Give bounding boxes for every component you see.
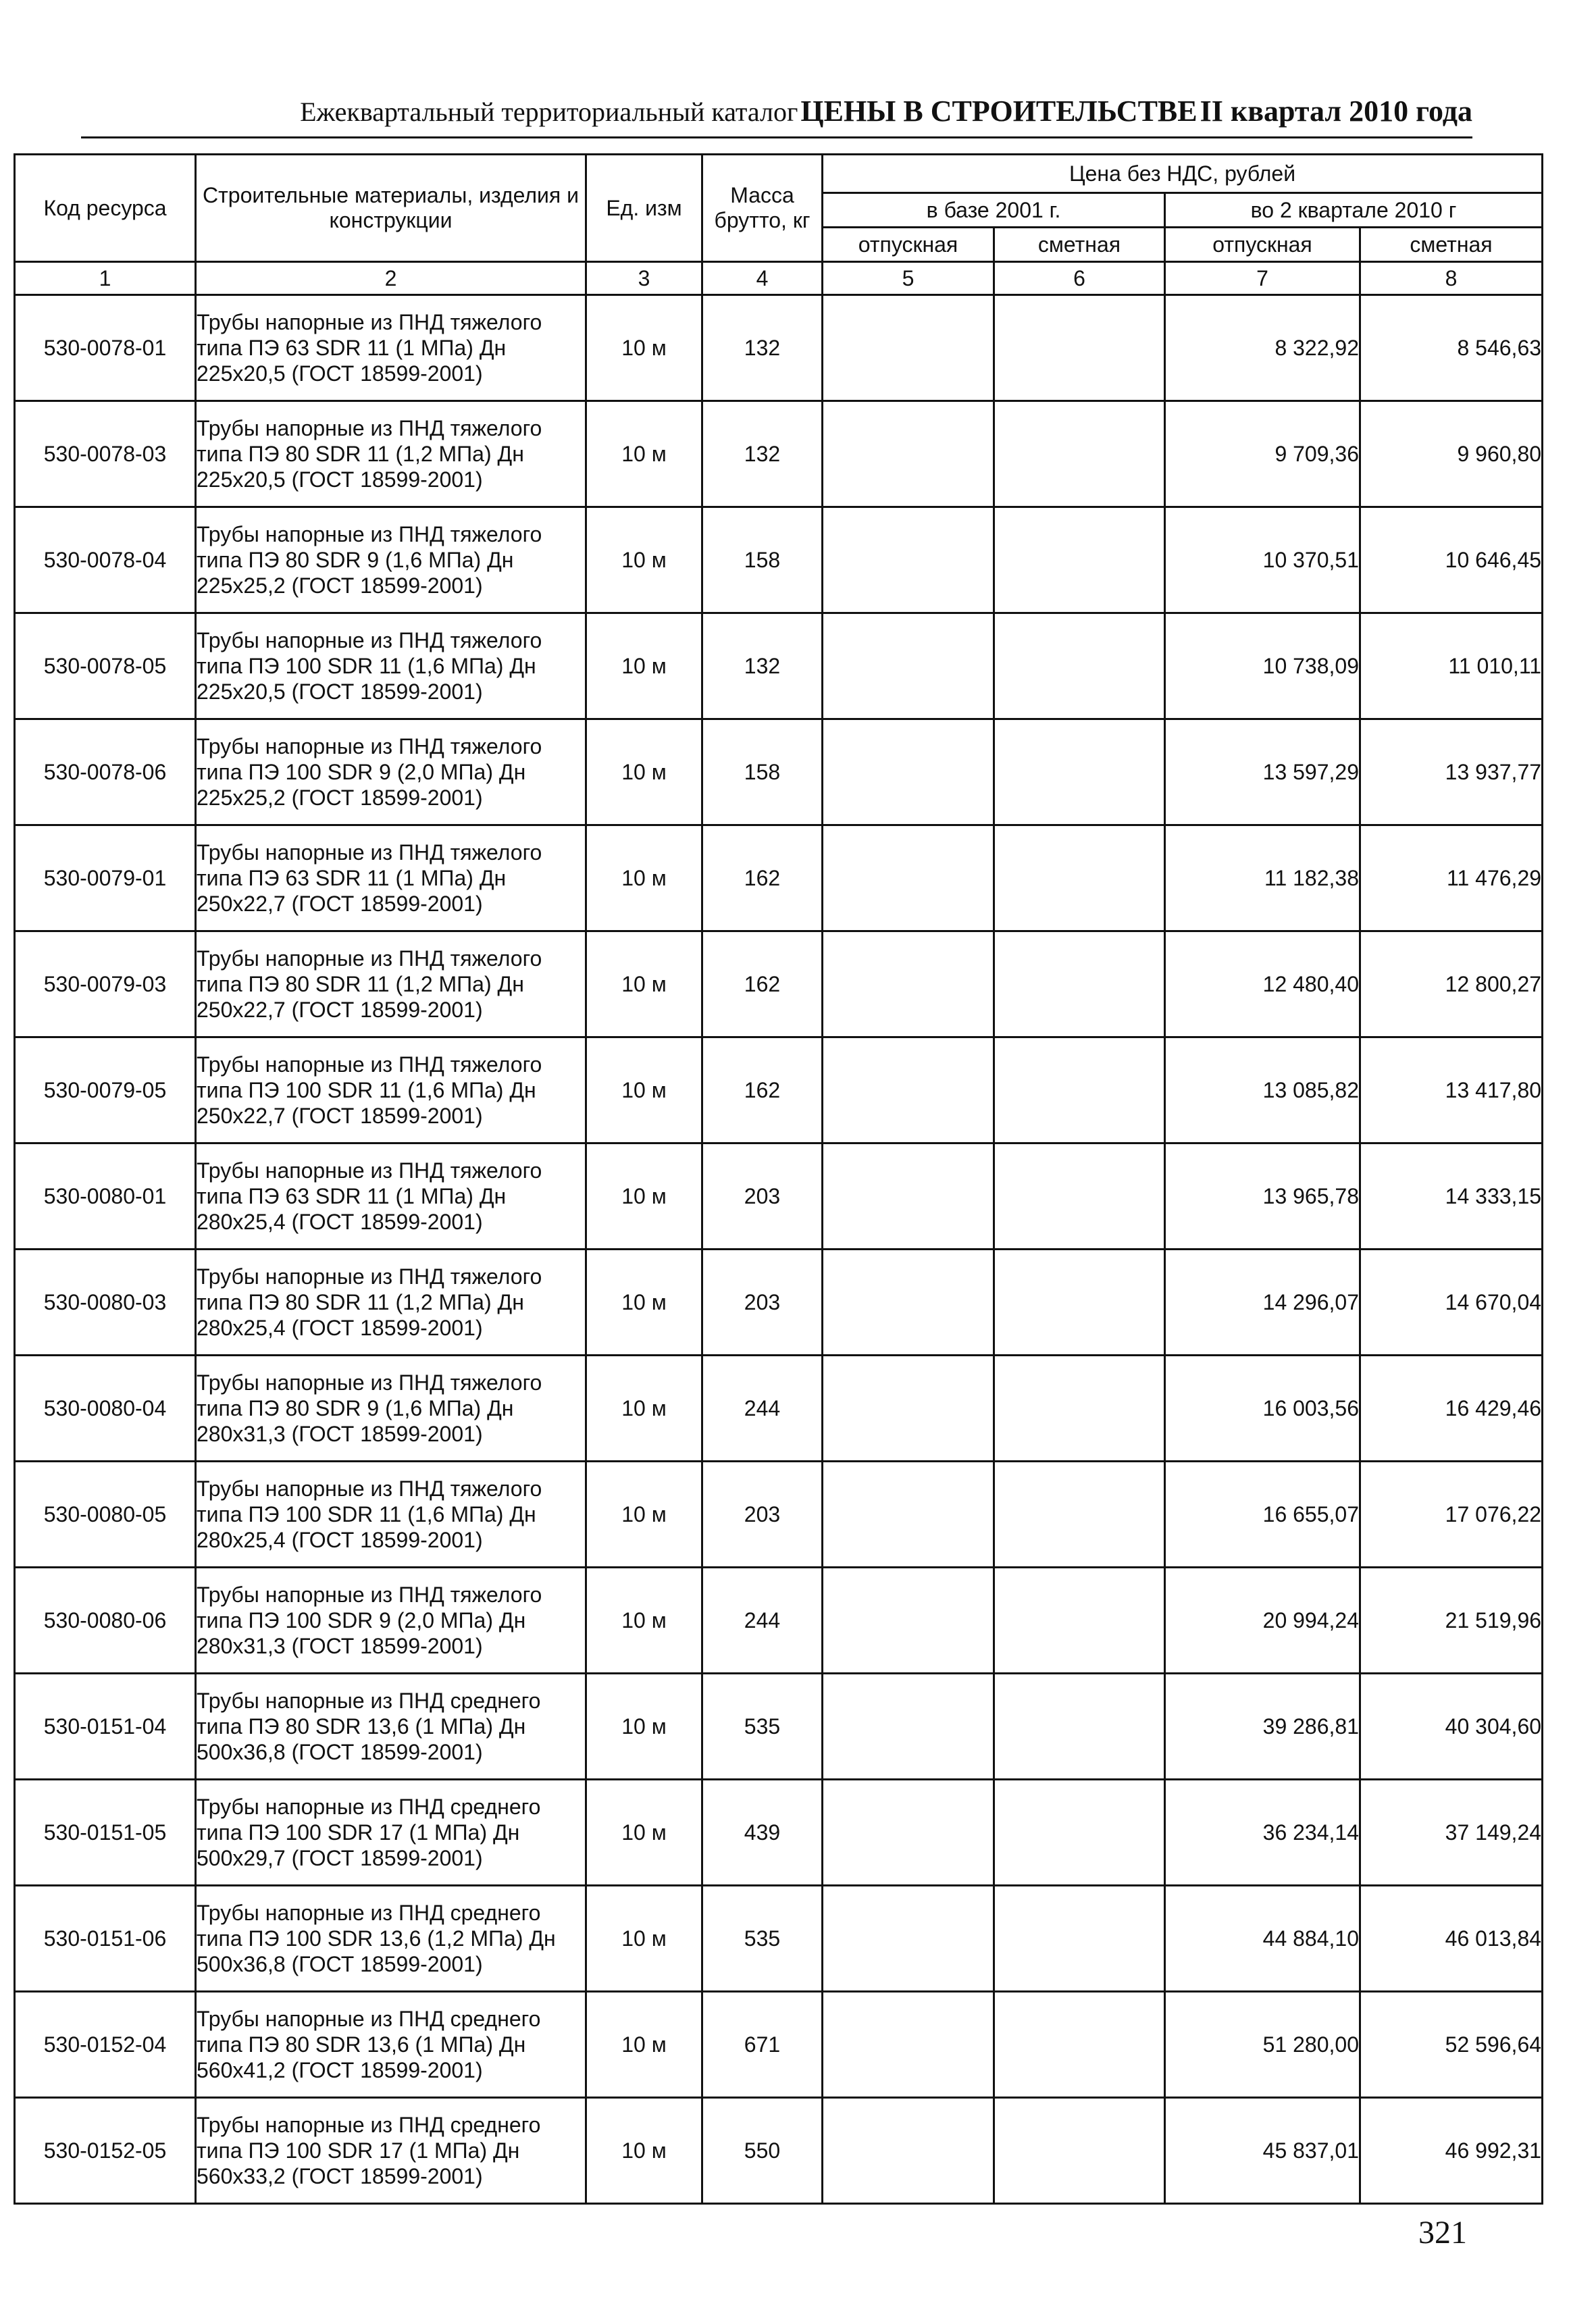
base-estimate-price	[994, 1886, 1165, 1992]
q2-release-price: 20 994,24	[1165, 1568, 1360, 1674]
base-estimate-price	[994, 1462, 1165, 1568]
table-row	[15, 825, 1543, 931]
base-release-price	[823, 1886, 994, 1992]
base-estimate-price	[994, 2098, 1165, 2204]
q2-release-price: 13 597,29	[1165, 719, 1360, 825]
material-description: Трубы напорные из ПНД среднего типа ПЭ 80 SDR 13,6 (1 МПа) Дн 560х41,2 (ГОСТ 18599-2001)	[196, 1992, 586, 2098]
gross-mass: 158	[702, 507, 823, 613]
base-estimate-price	[994, 1674, 1165, 1780]
unit-of-measure: 10 м	[586, 507, 702, 613]
material-description: Трубы напорные из ПНД среднего типа ПЭ 80 SDR 13,6 (1 МПа) Дн 500х36,8 (ГОСТ 18599-2001)	[196, 1674, 586, 1780]
base-estimate-price	[994, 1992, 1165, 2098]
q2-release-price: 12 480,40	[1165, 931, 1360, 1037]
gross-mass: 439	[702, 1780, 823, 1886]
gross-mass: 535	[702, 1674, 823, 1780]
base-estimate-price	[994, 1780, 1165, 1886]
q2-release-price: 13 085,82	[1165, 1037, 1360, 1143]
base-estimate-price	[994, 401, 1165, 507]
base-release-price	[823, 1356, 994, 1462]
material-description: Трубы напорные из ПНД тяжелого типа ПЭ 80 SDR 9 (1,6 МПа) Дн 225х25,2 (ГОСТ 18599-2001)	[196, 507, 586, 613]
resource-code: 530-0080-01	[15, 1143, 196, 1250]
column-header-q2-estimate: сметная	[1360, 228, 1543, 262]
table-row	[15, 1780, 1543, 1886]
page-number: 321	[1418, 2215, 1467, 2251]
unit-of-measure: 10 м	[586, 1780, 702, 1886]
q2-estimate-price: 14 333,15	[1360, 1143, 1543, 1250]
resource-code: 530-0078-03	[15, 401, 196, 507]
base-estimate-price	[994, 613, 1165, 719]
resource-code: 530-0078-05	[15, 613, 196, 719]
q2-estimate-price: 46 992,31	[1360, 2098, 1543, 2204]
column-header-unit: Ед. изм	[586, 155, 702, 262]
gross-mass: 132	[702, 401, 823, 507]
base-estimate-price	[994, 1037, 1165, 1143]
base-estimate-price	[994, 507, 1165, 613]
q2-release-price: 51 280,00	[1165, 1992, 1360, 2098]
gross-mass: 550	[702, 2098, 823, 2204]
gross-mass: 244	[702, 1568, 823, 1674]
resource-code: 530-0151-06	[15, 1886, 196, 1992]
gross-mass: 132	[702, 613, 823, 719]
column-number: 8	[1360, 262, 1543, 295]
table-row	[15, 1462, 1543, 1568]
q2-estimate-price: 16 429,46	[1360, 1356, 1543, 1462]
table-row	[15, 2098, 1543, 2204]
material-description: Трубы напорные из ПНД тяжелого типа ПЭ 63 SDR 11 (1 МПа) Дн 280х25,4 (ГОСТ 18599-2001)	[196, 1143, 586, 1250]
material-description: Трубы напорные из ПНД тяжелого типа ПЭ 80 SDR 11 (1,2 МПа) Дн 280х25,4 (ГОСТ 18599-2001)	[196, 1250, 586, 1356]
material-description: Трубы напорные из ПНД тяжелого типа ПЭ 100 SDR 9 (2,0 МПа) Дн 280х31,3 (ГОСТ 18599-2001)	[196, 1568, 586, 1674]
resource-code: 530-0078-01	[15, 295, 196, 401]
base-release-price	[823, 931, 994, 1037]
column-header-base-estimate: сметная	[994, 228, 1165, 262]
unit-of-measure: 10 м	[586, 1886, 702, 1992]
q2-estimate-price: 17 076,22	[1360, 1462, 1543, 1568]
q2-estimate-price: 11 476,29	[1360, 825, 1543, 931]
table-row	[15, 507, 1543, 613]
column-header-q2-release: отпускная	[1165, 228, 1360, 262]
material-description: Трубы напорные из ПНД тяжелого типа ПЭ 80 SDR 9 (1,6 МПа) Дн 280х31,3 (ГОСТ 18599-2001)	[196, 1356, 586, 1462]
q2-estimate-price: 52 596,64	[1360, 1992, 1543, 2098]
table-row	[15, 401, 1543, 507]
resource-code: 530-0151-04	[15, 1674, 196, 1780]
q2-estimate-price: 12 800,27	[1360, 931, 1543, 1037]
price-table	[14, 153, 1543, 2205]
column-number: 7	[1165, 262, 1360, 295]
table-row	[15, 1674, 1543, 1780]
base-estimate-price	[994, 719, 1165, 825]
base-release-price	[823, 1568, 994, 1674]
gross-mass: 244	[702, 1356, 823, 1462]
catalog-title	[300, 94, 1472, 128]
catalog-name: ЦЕНЫ В СТРОИТЕЛЬСТВЕ	[800, 95, 1198, 128]
material-description: Трубы напорные из ПНД тяжелого типа ПЭ 63 SDR 11 (1 МПа) Дн 225х20,5 (ГОСТ 18599-2001)	[196, 295, 586, 401]
material-description: Трубы напорные из ПНД тяжелого типа ПЭ 100 SDR 9 (2,0 МПа) Дн 225х25,2 (ГОСТ 18599-2001)	[196, 719, 586, 825]
base-release-price	[823, 1780, 994, 1886]
resource-code: 530-0078-06	[15, 719, 196, 825]
column-header-q2-2010: во 2 квартале 2010 г	[1165, 193, 1543, 228]
q2-release-price: 14 296,07	[1165, 1250, 1360, 1356]
unit-of-measure: 10 м	[586, 1037, 702, 1143]
q2-release-price: 8 322,92	[1165, 295, 1360, 401]
column-header-materials: Строительные материалы, изделия и конструкции	[196, 155, 586, 262]
unit-of-measure: 10 м	[586, 401, 702, 507]
unit-of-measure: 10 м	[586, 1143, 702, 1250]
unit-of-measure: 10 м	[586, 1674, 702, 1780]
q2-release-price: 36 234,14	[1165, 1780, 1360, 1886]
q2-release-price: 10 738,09	[1165, 613, 1360, 719]
unit-of-measure: 10 м	[586, 931, 702, 1037]
resource-code: 530-0079-05	[15, 1037, 196, 1143]
table-row	[15, 1886, 1543, 1992]
material-description: Трубы напорные из ПНД тяжелого типа ПЭ 100 SDR 11 (1,6 МПа) Дн 225х20,5 (ГОСТ 18599-2001)	[196, 613, 586, 719]
q2-release-price: 16 655,07	[1165, 1462, 1360, 1568]
q2-release-price: 16 003,56	[1165, 1356, 1360, 1462]
material-description: Трубы напорные из ПНД среднего типа ПЭ 100 SDR 13,6 (1,2 МПа) Дн 500х36,8 (ГОСТ 18599-2001)	[196, 1886, 586, 1992]
material-description: Трубы напорные из ПНД тяжелого типа ПЭ 63 SDR 11 (1 МПа) Дн 250х22,7 (ГОСТ 18599-2001)	[196, 825, 586, 931]
base-release-price	[823, 1037, 994, 1143]
table-row	[15, 1143, 1543, 1250]
column-number: 3	[586, 262, 702, 295]
column-header-code: Код ресурса	[15, 155, 196, 262]
base-release-price	[823, 719, 994, 825]
column-number: 2	[196, 262, 586, 295]
gross-mass: 162	[702, 1037, 823, 1143]
table-row	[15, 613, 1543, 719]
base-release-price	[823, 825, 994, 931]
column-number: 6	[994, 262, 1165, 295]
q2-estimate-price: 21 519,96	[1360, 1568, 1543, 1674]
base-release-price	[823, 1250, 994, 1356]
column-number: 4	[702, 262, 823, 295]
gross-mass: 158	[702, 719, 823, 825]
resource-code: 530-0151-05	[15, 1780, 196, 1886]
unit-of-measure: 10 м	[586, 613, 702, 719]
column-header-price-group: Цена без НДС, рублей	[823, 155, 1543, 193]
base-estimate-price	[994, 1356, 1165, 1462]
material-description: Трубы напорные из ПНД среднего типа ПЭ 100 SDR 17 (1 МПа) Дн 500х29,7 (ГОСТ 18599-2001)	[196, 1780, 586, 1886]
resource-code: 530-0080-06	[15, 1568, 196, 1674]
base-release-price	[823, 507, 994, 613]
q2-release-price: 39 286,81	[1165, 1674, 1360, 1780]
base-release-price	[823, 401, 994, 507]
column-number: 5	[823, 262, 994, 295]
q2-estimate-price: 11 010,11	[1360, 613, 1543, 719]
base-release-price	[823, 1674, 994, 1780]
resource-code: 530-0152-04	[15, 1992, 196, 2098]
material-description: Трубы напорные из ПНД тяжелого типа ПЭ 100 SDR 11 (1,6 МПа) Дн 280х25,4 (ГОСТ 18599-2001)	[196, 1462, 586, 1568]
material-description: Трубы напорные из ПНД тяжелого типа ПЭ 80 SDR 11 (1,2 МПа) Дн 250х22,7 (ГОСТ 18599-2001)	[196, 931, 586, 1037]
column-header-mass: Масса брутто, кг	[702, 155, 823, 262]
unit-of-measure: 10 м	[586, 1462, 702, 1568]
table-row	[15, 295, 1543, 401]
unit-of-measure: 10 м	[586, 1250, 702, 1356]
q2-estimate-price: 13 937,77	[1360, 719, 1543, 825]
table-row	[15, 1568, 1543, 1674]
base-release-price	[823, 1992, 994, 2098]
table-body	[15, 295, 1543, 2204]
q2-estimate-price: 40 304,60	[1360, 1674, 1543, 1780]
resource-code: 530-0080-04	[15, 1356, 196, 1462]
base-estimate-price	[994, 931, 1165, 1037]
gross-mass: 162	[702, 825, 823, 931]
material-description: Трубы напорные из ПНД тяжелого типа ПЭ 80 SDR 11 (1,2 МПа) Дн 225х20,5 (ГОСТ 18599-2001)	[196, 401, 586, 507]
q2-release-price: 11 182,38	[1165, 825, 1360, 931]
base-estimate-price	[994, 295, 1165, 401]
catalog-prefix: Ежеквартальный территориальный каталог	[300, 97, 798, 127]
base-release-price	[823, 2098, 994, 2204]
base-estimate-price	[994, 1250, 1165, 1356]
material-description: Трубы напорные из ПНД тяжелого типа ПЭ 100 SDR 11 (1,6 МПа) Дн 250х22,7 (ГОСТ 18599-2001)	[196, 1037, 586, 1143]
q2-release-price: 10 370,51	[1165, 507, 1360, 613]
unit-of-measure: 10 м	[586, 719, 702, 825]
gross-mass: 203	[702, 1143, 823, 1250]
unit-of-measure: 10 м	[586, 295, 702, 401]
column-header-base-release: отпускная	[823, 228, 994, 262]
table-row	[15, 719, 1543, 825]
resource-code: 530-0078-04	[15, 507, 196, 613]
q2-estimate-price: 13 417,80	[1360, 1037, 1543, 1143]
base-estimate-price	[994, 1143, 1165, 1250]
q2-estimate-price: 37 149,24	[1360, 1780, 1543, 1886]
material-description: Трубы напорные из ПНД среднего типа ПЭ 100 SDR 17 (1 МПа) Дн 560х33,2 (ГОСТ 18599-2001)	[196, 2098, 586, 2204]
gross-mass: 671	[702, 1992, 823, 2098]
resource-code: 530-0152-05	[15, 2098, 196, 2204]
resource-code: 530-0079-01	[15, 825, 196, 931]
base-release-price	[823, 1462, 994, 1568]
resource-code: 530-0080-03	[15, 1250, 196, 1356]
table-row	[15, 1037, 1543, 1143]
unit-of-measure: 10 м	[586, 1356, 702, 1462]
q2-estimate-price: 46 013,84	[1360, 1886, 1543, 1992]
q2-release-price: 44 884,10	[1165, 1886, 1360, 1992]
gross-mass: 203	[702, 1250, 823, 1356]
q2-release-price: 9 709,36	[1165, 401, 1360, 507]
gross-mass: 203	[702, 1462, 823, 1568]
column-number: 1	[15, 262, 196, 295]
base-release-price	[823, 1143, 994, 1250]
unit-of-measure: 10 м	[586, 1568, 702, 1674]
table-row	[15, 1250, 1543, 1356]
base-release-price	[823, 295, 994, 401]
base-estimate-price	[994, 825, 1165, 931]
resource-code: 530-0080-05	[15, 1462, 196, 1568]
table-row	[15, 1356, 1543, 1462]
q2-release-price: 45 837,01	[1165, 2098, 1360, 2204]
resource-code: 530-0079-03	[15, 931, 196, 1037]
table-row	[15, 1992, 1543, 2098]
column-header-base-2001: в базе 2001 г.	[823, 193, 1165, 228]
unit-of-measure: 10 м	[586, 825, 702, 931]
gross-mass: 132	[702, 295, 823, 401]
q2-estimate-price: 10 646,45	[1360, 507, 1543, 613]
q2-estimate-price: 14 670,04	[1360, 1250, 1543, 1356]
base-release-price	[823, 613, 994, 719]
gross-mass: 535	[702, 1886, 823, 1992]
base-estimate-price	[994, 1568, 1165, 1674]
q2-estimate-price: 8 546,63	[1360, 295, 1543, 401]
table-row	[15, 931, 1543, 1037]
catalog-period: II квартал 2010 года	[1200, 95, 1472, 128]
q2-release-price: 13 965,78	[1165, 1143, 1360, 1250]
unit-of-measure: 10 м	[586, 1992, 702, 2098]
page-header	[81, 82, 1472, 138]
q2-estimate-price: 9 960,80	[1360, 401, 1543, 507]
gross-mass: 162	[702, 931, 823, 1037]
unit-of-measure: 10 м	[586, 2098, 702, 2204]
